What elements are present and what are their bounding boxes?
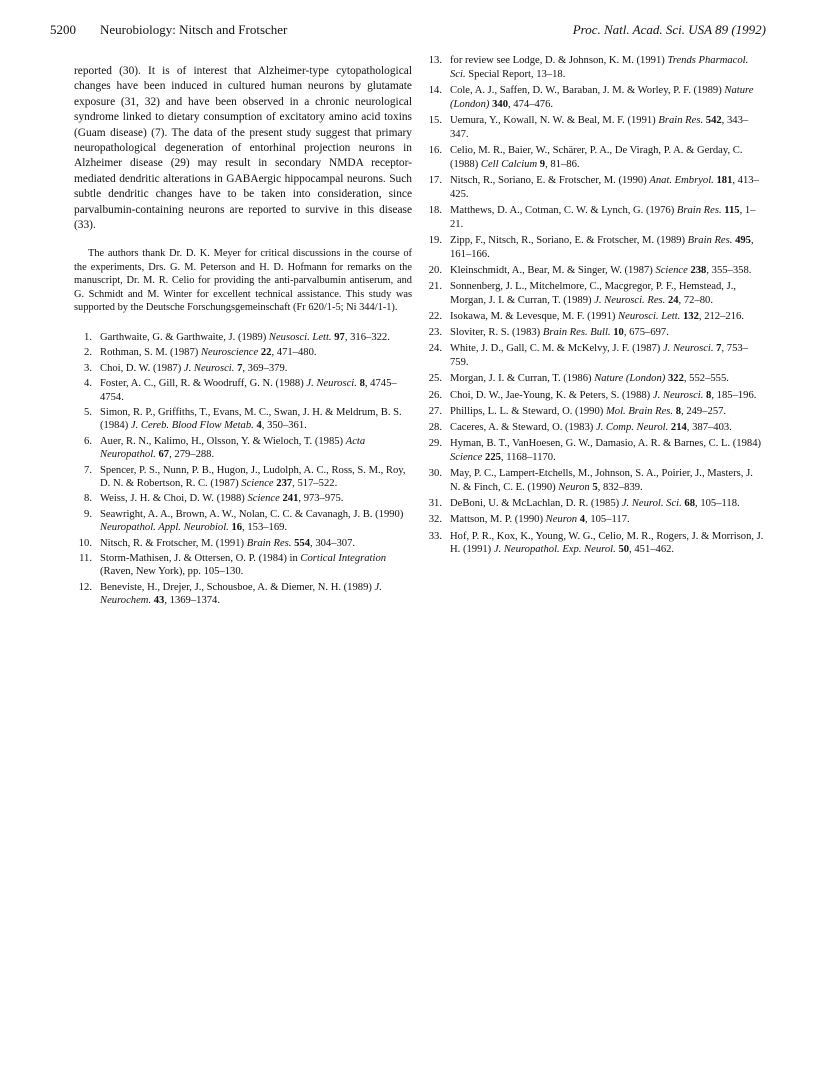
reference-authors: Cole, A. J., Saffen, D. W., Baraban, J. M. & Worley, P. F. (1989) <box>450 84 722 96</box>
reference-journal: Mol. Brain Res. <box>605 405 674 417</box>
reference-number: 17. <box>428 174 442 186</box>
reference-journal: Nature (London) <box>594 373 666 385</box>
reference-pages: 753–759. <box>450 343 748 369</box>
reference-journal: Brain Res. <box>687 234 733 246</box>
reference-authors: Foster, A. C., Gill, R. & Woodruff, G. N. (1988) <box>100 378 304 390</box>
reference-authors: Uemura, Y., Kowall, N. W. & Beal, M. F. (1991) <box>450 114 656 126</box>
reference-item: 33. Hof, P. R., Kox, K., Young, W. G., Celio, M. R., Rogers, J. & Morrison, J. H. (1991) J. Neuropathol. Exp. Neurol. 50, 451–462. <box>424 530 764 558</box>
reference-number: 4. <box>84 378 92 390</box>
reference-authors: Spencer, P. S., Nunn, P. B., Hugon, J., Ludolph, A. C., Ross, S. M., Roy, D. N. & Robertson, R. C. (1987) <box>100 464 406 490</box>
reference-item: 8. Weiss, J. H. & Choi, D. W. (1988) Science 241, 973–975. <box>74 492 412 505</box>
reference-authors: Caceres, A. & Steward, O. (1983) <box>450 421 594 433</box>
reference-pages: 279–288. <box>174 449 215 461</box>
reference-number: 24. <box>428 343 442 355</box>
reference-volume: 237 <box>276 478 293 490</box>
reference-pages: 185–196. <box>716 389 757 401</box>
reference-item: 12. Beneviste, H., Drejer, J., Schousboe, A. & Diemer, N. H. (1989) J. Neurochem. 43, 1369–1374. <box>74 581 412 608</box>
reference-journal: J. Neurochem. <box>100 581 382 607</box>
reference-pages: 72–80. <box>683 294 713 306</box>
reference-item: 10. Nitsch, R. & Frotscher, M. (1991) Brain Res. 554, 304–307. <box>74 537 412 550</box>
reference-authors: for review see Lodge, D. & Johnson, K. M. (1991) <box>450 55 665 66</box>
reference-journal: Neusosci. Lett. <box>268 331 332 343</box>
reference-item: 25. Morgan, J. I. & Curran, T. (1986) Nature (London) 322, 552–555. <box>424 372 764 386</box>
reference-journal: Science <box>247 493 280 505</box>
page-number: 5200 <box>50 22 76 37</box>
reference-number: 33. <box>428 530 442 542</box>
reference-authors: Beneviste, H., Drejer, J., Schousboe, A. & Diemer, N. H. (1989) <box>100 581 372 593</box>
reference-number: 30. <box>428 468 442 480</box>
reference-number: 6. <box>84 435 92 447</box>
reference-pages: 552–555. <box>689 373 729 385</box>
right-column <box>424 54 764 560</box>
reference-authors: White, J. D., Gall, C. M. & McKelvy, J. F. (1987) <box>450 343 661 355</box>
reference-volume: 238 <box>690 264 707 276</box>
reference-pages: 451–462. <box>634 544 675 556</box>
reference-item: 20. Kleinschmidt, A., Bear, M. & Singer, W. (1987) Science 238, 355–358. <box>424 264 764 278</box>
reference-authors: Simon, R. P., Griffiths, T., Evans, M. C., Swan, J. H. & Meldrum, B. S. (1984) <box>100 407 402 432</box>
reference-volume: 4 <box>579 514 585 526</box>
reference-journal: Nature (London) <box>450 84 754 110</box>
reference-volume: 115 <box>724 204 740 216</box>
reference-authors: Kleinschmidt, A., Bear, M. & Singer, W. (1987) <box>450 264 653 276</box>
reference-pages: 355–358. <box>711 264 752 276</box>
reference-volume: 495 <box>735 234 751 246</box>
reference-number: 5. <box>84 407 92 418</box>
reference-authors: Weiss, J. H. & Choi, D. W. (1988) <box>100 493 245 505</box>
reference-pages: 675–697. <box>629 327 669 339</box>
reference-volume: 7 <box>237 362 243 374</box>
reference-authors: DeBoni, U. & McLachlan, D. R. (1985) <box>450 498 620 510</box>
reference-number: 16. <box>428 144 442 156</box>
reference-item: 18. Matthews, D. A., Cotman, C. W. & Lynch, G. (1976) Brain Res. 115, 1–21. <box>424 204 764 232</box>
reference-volume: 225 <box>485 451 501 463</box>
reference-journal: Neuron <box>558 481 590 493</box>
reference-item: 9. Seawright, A. A., Brown, A. W., Nolan, C. C. & Cavanagh, J. B. (1990) Neuropathol. Appl. Neurobiol. 16, 153–169. <box>74 508 412 535</box>
reference-number: 22. <box>428 311 442 323</box>
reference-volume: 181 <box>716 174 733 186</box>
reference-pages: 81–86. <box>550 158 580 170</box>
reference-number: 10. <box>78 537 92 549</box>
reference-number: 23. <box>428 327 442 339</box>
reference-journal: Brain Res. <box>658 114 704 126</box>
reference-authors: Choi, D. W. (1987) <box>100 362 182 374</box>
reference-number: 32. <box>428 514 442 526</box>
reference-item <box>74 552 412 579</box>
reference-authors: May, P. C., Lampert-Etchells, M., Johnson, S. A., Poirier, J., Masters, J. N. & Finch, C. E. (1990) <box>450 468 753 493</box>
reference-volume: 554 <box>294 537 310 549</box>
reference-number: 25. <box>428 373 442 385</box>
reference-volume: 340 <box>492 98 508 110</box>
reference-pages: (Raven, New York), pp. 105–130. <box>100 566 244 578</box>
reference-number: 29. <box>428 438 442 450</box>
reference-item: 29. Hyman, B. T., VanHoesen, G. W., Damasio, A. R. & Barnes, C. L. (1984) Science 225, 1168–1170. <box>424 437 764 465</box>
reference-number: 2. <box>84 347 92 359</box>
reference-item: 16. Celio, M. R., Baier, W., Schärer, P. A., De Viragh, P. A. & Gerday, C. (1988) Cell Calcium 9, 81–86. <box>424 144 764 172</box>
reference-authors: Storm-Mathisen, J. & Ottersen, O. P. (1984) in <box>100 553 298 565</box>
reference-item: 19. Zipp, F., Nitsch, R., Soriano, E. & Frotscher, M. (1989) Brain Res. 495, 161–166. <box>424 234 764 262</box>
reference-item: 3. Choi, D. W. (1987) J. Neurosci. 7, 369–379. <box>74 362 412 375</box>
reference-authors: Rothman, S. M. (1987) <box>100 347 199 359</box>
reference-journal: Cell Calcium <box>480 158 538 170</box>
reference-authors: Choi, D. W., Jae-Young, K. & Peters, S. (1988) <box>450 389 651 401</box>
reference-volume: 7 <box>716 343 722 355</box>
reference-item: 4. Foster, A. C., Gill, R. & Woodruff, G. N. (1988) J. Neurosci. 8, 4745–4754. <box>74 377 412 404</box>
reference-item: 17. Nitsch, R., Soriano, E. & Frotscher, M. (1990) Anat. Embryol. 181, 413–425. <box>424 174 764 202</box>
reference-number: 9. <box>84 508 92 520</box>
reference-journal: J. Cereb. Blood Flow Metab. <box>130 420 254 432</box>
reference-volume: 5 <box>592 481 598 493</box>
reference-pages: 474–476. <box>513 98 554 110</box>
reference-item: 26. Choi, D. W., Jae-Young, K. & Peters, S. (1988) J. Neurosci. 8, 185–196. <box>424 389 764 403</box>
reference-journal: J. Neurosci. <box>652 389 704 401</box>
reference-pages: 304–307. <box>315 537 356 549</box>
reference-volume: 67 <box>158 449 170 461</box>
section-title: Neurobiology: Nitsch and Frotscher <box>100 22 288 37</box>
reference-item: 14. Cole, A. J., Saffen, D. W., Baraban, J. M. & Worley, P. F. (1989) Nature (London) 340, 474–476. <box>424 84 764 112</box>
reference-authors: Matthews, D. A., Cotman, C. W. & Lynch, G. (1976) <box>450 204 675 216</box>
reference-item <box>424 54 764 82</box>
reference-pages: 212–216. <box>704 311 744 323</box>
reference-volume: 322 <box>667 373 684 385</box>
reference-journal: Brain Res. <box>246 537 292 549</box>
reference-volume: 50 <box>618 544 630 556</box>
reference-journal: Anat. Embryol. <box>649 174 714 186</box>
reference-item: 6. Auer, R. N., Kalimo, H., Olsson, Y. & Wieloch, T. (1985) Acta Neuropathol. 67, 279–288. <box>74 435 412 462</box>
reference-pages: 471–480. <box>276 347 317 359</box>
reference-number: 13. <box>428 55 442 66</box>
reference-volume: 22 <box>260 347 272 359</box>
reference-pages: 1369–1374. <box>169 595 220 607</box>
reference-authors: Hyman, B. T., VanHoesen, G. W., Damasio, A. R. & Barnes, C. L. (1984) <box>450 438 762 450</box>
reference-number: 18. <box>428 204 442 216</box>
reference-number: 15. <box>428 114 442 126</box>
reference-pages: 249–257. <box>686 405 727 417</box>
reference-pages: 4745–4754. <box>100 378 397 403</box>
reference-journal: Science <box>655 264 688 276</box>
journal-citation: Proc. Natl. Acad. Sci. USA 89 (1992) <box>572 22 766 37</box>
reference-number: 7. <box>84 464 92 476</box>
reference-journal: J. Neuropathol. Exp. Neurol. <box>493 544 616 556</box>
reference-pages: 105–118. <box>700 498 740 510</box>
reference-item: 5. Simon, R. P., Griffiths, T., Evans, M. C., Swan, J. H. & Meldrum, B. S. (1984) J. Cereb. Blood Flow Metab. 4, 350–361. <box>74 406 412 433</box>
reference-item: 23. Sloviter, R. S. (1983) Brain Res. Bull. 10, 675–697. <box>424 326 764 340</box>
reference-pages: 161–166. <box>450 248 490 260</box>
reference-item: 2. Rothman, S. M. (1987) Neuroscience 22, 471–480. <box>74 346 412 359</box>
reference-journal: Neuropathol. Appl. Neurobiol. <box>100 522 229 534</box>
reference-pages: 1168–1170. <box>506 451 556 463</box>
reference-volume: 8 <box>359 378 365 390</box>
reference-pages: 343–347. <box>450 114 749 140</box>
reference-authors: Seawright, A. A., Brown, A. W., Nolan, C. C. & Cavanagh, J. B. (1990) <box>100 508 404 520</box>
reference-list-left <box>74 331 412 608</box>
reference-number: 8. <box>84 493 92 505</box>
reference-number: 12. <box>78 581 92 593</box>
reference-authors: Sloviter, R. S. (1983) <box>450 327 541 339</box>
reference-journal: J. Comp. Neurol. <box>595 421 669 433</box>
reference-volume: 68 <box>684 498 696 510</box>
reference-journal: J. Neurol. Sci. <box>621 498 682 510</box>
reference-item: 22. Isokawa, M. & Levesque, M. F. (1991) Neurosci. Lett. 132, 212–216. <box>424 310 764 324</box>
reference-authors: Garthwaite, G. & Garthwaite, J. (1989) <box>100 331 267 343</box>
reference-journal: Trends Pharmacol. Sci. <box>450 55 749 80</box>
reference-item: 7. Spencer, P. S., Nunn, P. B., Hugon, J., Ludolph, A. C., Ross, S. M., Roy, D. N. & Robertson, R. C. (1987) Science 237, 517–522. <box>74 464 412 491</box>
reference-authors: Hof, P. R., Kox, K., Young, W. G., Celio, M. R., Rogers, J. & Morrison, J. H. (1991) <box>450 530 764 556</box>
reference-item: 1. Garthwaite, G. & Garthwaite, J. (1989) Neusosci. Lett. 97, 316–322. <box>74 331 412 344</box>
reference-journal: Science <box>241 478 274 490</box>
reference-volume: 24 <box>667 294 679 306</box>
reference-volume: 16 <box>231 522 243 534</box>
reference-pages: 517–522. <box>297 478 338 490</box>
reference-pages: 1–21. <box>450 204 756 230</box>
reference-pages: Special Report, 13–18. <box>468 68 566 80</box>
reference-item: 32. Mattson, M. P. (1990) Neuron 4, 105–117. <box>424 513 764 527</box>
reference-journal: Neurosci. Lett. <box>618 311 681 323</box>
reference-pages: 316–322. <box>350 331 390 343</box>
reference-authors: Isokawa, M. & Levesque, M. F. (1991) <box>450 311 616 323</box>
reference-authors: Morgan, J. I. & Curran, T. (1986) <box>450 373 592 385</box>
reference-journal: J. Neurosci. <box>662 343 714 355</box>
body-paragraph: reported (30). It is of interest that Alzheimer-type cytopathological changes have been induced in cultured human neurons by glutamate exposure (31, 32) and have been observed in a chronic neurological syndrome linked to dietary consumption of excitatory amino acid toxins (Guam disease) (7). The data of the present study suggest that primary neuropathological degeneration of entorhinal projection neurons in Alzheimer disease (29) may result in secondary NMDA receptor-mediated dendritic alterations in GABAergic hippocampal neurons. Such subtle dendritic changes have to be taken into consideration, since parvalbumin-containing neurons are reported to survive in this disease (33). <box>74 65 412 232</box>
reference-journal: Brain Res. Bull. <box>542 327 611 339</box>
reference-volume: 542 <box>705 114 722 126</box>
reference-pages: 973–975. <box>303 493 344 505</box>
reference-number: 19. <box>428 234 442 246</box>
reference-journal: Science <box>450 451 483 463</box>
reference-volume: 8 <box>675 405 682 417</box>
reference-volume: 43 <box>153 595 165 607</box>
reference-authors: Celio, M. R., Baier, W., Schärer, P. A., De Viragh, P. A. & Gerday, C. (1988) <box>450 144 743 170</box>
reference-item: 15. Uemura, Y., Kowall, N. W. & Beal, M. F. (1991) Brain Res. 542, 343–347. <box>424 114 764 142</box>
reference-journal: Neuron <box>545 514 578 526</box>
reference-pages: 105–117. <box>590 514 630 526</box>
reference-volume: 97 <box>334 331 345 343</box>
reference-journal: Acta Neuropathol. <box>100 435 366 461</box>
reference-journal: J. Neurosci. <box>306 378 357 390</box>
reference-item: 28. Caceres, A. & Steward, O. (1983) J. Comp. Neurol. 214, 387–403. <box>424 421 764 435</box>
reference-number: 20. <box>428 264 442 276</box>
reference-volume: 241 <box>282 493 299 505</box>
reference-number: 26. <box>428 389 442 401</box>
reference-authors: Zipp, F., Nitsch, R., Soriano, E. & Frotscher, M. (1989) <box>450 234 686 246</box>
reference-item: 21. Sonnenberg, J. L., Mitchelmore, C., Macgregor, P. F., Hemstead, J., Morgan, J. I. & Curran, T. (1989) J. Neurosci. Res. 24, 72–80. <box>424 280 764 308</box>
reference-pages: 832–839. <box>602 481 643 493</box>
reference-authors: Sonnenberg, J. L., Mitchelmore, C., Macgregor, P. F., Hemstead, J., Morgan, J. I. & Curran, T. (1989) <box>450 281 736 306</box>
reference-pages: 387–403. <box>692 421 732 433</box>
reference-journal: Cortical Integration <box>300 553 387 565</box>
reference-item: 30. May, P. C., Lampert-Etchells, M., Johnson, S. A., Poirier, J., Masters, J. N. & Finch, C. E. (1990) Neuron 5, 832–839. <box>424 467 764 495</box>
reference-list-right <box>424 54 764 557</box>
left-column <box>74 64 412 610</box>
reference-journal: J. Neurosci. <box>183 362 235 374</box>
reference-number: 28. <box>428 421 442 433</box>
acknowledgment-paragraph: The authors thank Dr. D. K. Meyer for critical discussions in the course of the experiments, Drs. G. M. Peterson and H. D. Hofmann for remarks on the manuscript, Dr. M. R. Celio for providing the anti-parvalbumin antiserum, and G. Schmidt and M. Winter for excellent technical assistance. This study was supported by the Deutsche Forschungsgemeinschaft (Fr 620/1-5; Ni 344/1-1). <box>74 248 412 314</box>
reference-volume: 9 <box>539 158 546 170</box>
reference-pages: 153–169. <box>247 522 288 534</box>
reference-authors: Auer, R. N., Kalimo, H., Olsson, Y. & Wieloch, T. (1985) <box>100 435 344 447</box>
reference-volume: 4 <box>256 420 262 432</box>
reference-authors: Mattson, M. P. (1990) <box>450 514 543 526</box>
reference-journal: Brain Res. <box>676 204 722 216</box>
reference-number: 31. <box>428 498 442 510</box>
reference-authors: Nitsch, R. & Frotscher, M. (1991) <box>100 537 245 549</box>
reference-number: 27. <box>428 405 442 417</box>
reference-pages: 413–425. <box>450 174 759 200</box>
reference-number: 11. <box>79 553 92 565</box>
reference-authors: Phillips, L. L. & Steward, O. (1990) <box>450 405 604 417</box>
reference-number: 1. <box>84 331 92 343</box>
reference-journal: Neuroscience <box>200 347 259 359</box>
reference-volume: 214 <box>670 421 687 433</box>
reference-volume: 132 <box>683 311 699 323</box>
reference-number: 14. <box>428 84 442 96</box>
reference-journal: J. Neurosci. Res. <box>594 294 666 306</box>
reference-pages: 369–379. <box>247 362 288 374</box>
reference-item: 24. White, J. D., Gall, C. M. & McKelvy, J. F. (1987) J. Neurosci. 7, 753–759. <box>424 342 764 370</box>
running-header <box>50 22 766 44</box>
reference-number: 21. <box>428 281 442 293</box>
reference-pages: 350–361. <box>267 420 307 432</box>
reference-item: 27. Phillips, L. L. & Steward, O. (1990) Mol. Brain Res. 8, 249–257. <box>424 405 764 419</box>
reference-item: 31. DeBoni, U. & McLachlan, D. R. (1985) J. Neurol. Sci. 68, 105–118. <box>424 497 764 511</box>
reference-volume: 8 <box>706 389 712 401</box>
reference-authors: Nitsch, R., Soriano, E. & Frotscher, M. (1990) <box>450 174 647 186</box>
reference-number: 3. <box>84 362 92 374</box>
reference-volume: 10 <box>613 327 624 339</box>
